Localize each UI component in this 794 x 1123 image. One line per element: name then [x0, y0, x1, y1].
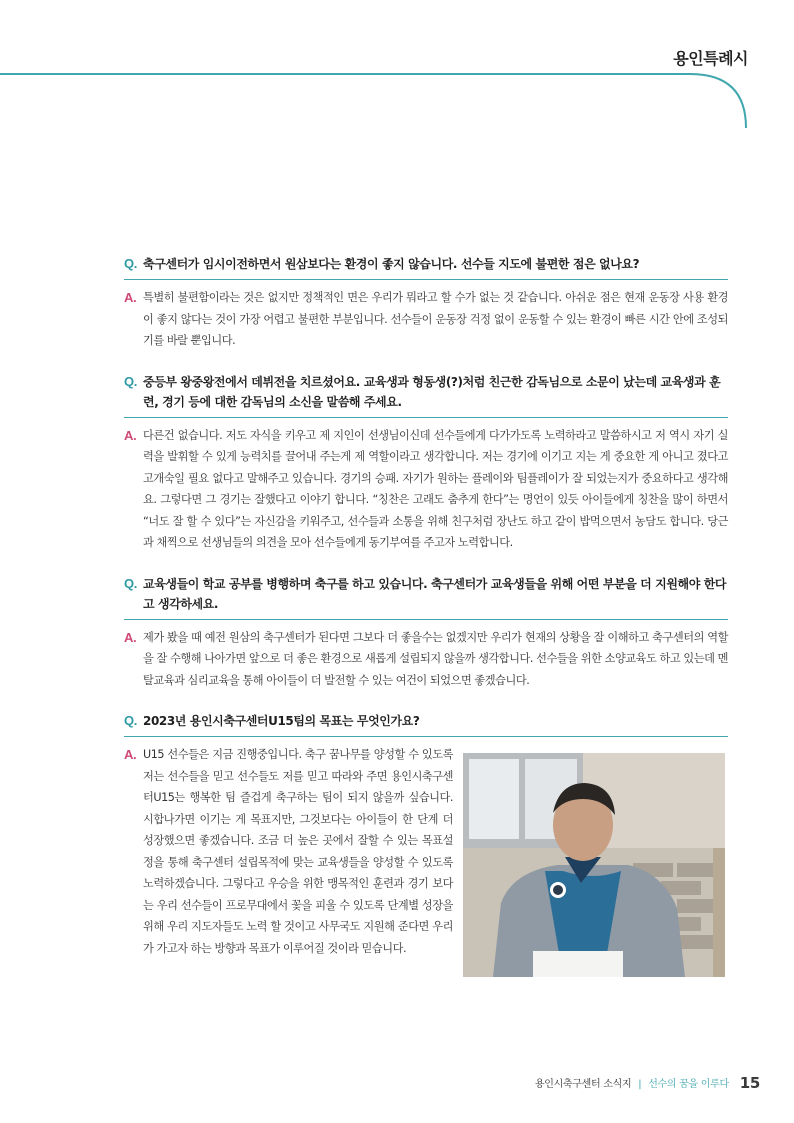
answer: [124, 287, 728, 352]
question: [124, 254, 728, 280]
answer-text: 제가 봤을 때 예전 원삼의 축구센터가 된다면 그보다 더 좋을수는 없겠지만 우리가 현재의 상황을 잘 이해하고 축구센터의 역할을 잘 수행해 나아가면 앞으로 더 좋은 환경으로 새롭게 설립되지 않을까 생각합니다. 선수들을 위한 소양교육도 하고 있는데 멘탈교육과 심리교육을 통해 아이들이 더 발전할 수 있는 여건이 되었으면 좋겠습니다.: [143, 630, 728, 687]
answer-text: 특별히 불편함이라는 것은 없지만 정책적인 면은 우리가 뭐라고 할 수가 없는 것 같습니다. 아쉬운 점은 현재 운동장 사용 환경이 좋지 않다는 것이 가장 어렵고 불편한 부분입니다. 선수들이 운동장 걱정 없이 운동할 수 있는 환경이 빠른 시간 안에 조성되기를 바랄 뿐입니다.: [143, 291, 728, 347]
question-text: 중등부 왕중왕전에서 데뷔전을 치르셨어요. 교육생과 형동생(?)처럼 친근한 감독님으로 소문이 났는데 교육생과 훈련, 경기 등에 대한 감독님의 소신을 말씀해 주세요.: [143, 374, 721, 409]
answer: [124, 425, 728, 554]
question-mark: Q.: [124, 575, 137, 591]
logo: 용인특례시: [673, 49, 748, 68]
answer-mark: A.: [124, 290, 137, 305]
question-mark: Q.: [124, 256, 137, 271]
qa-item-3: [124, 574, 728, 692]
footer-publication: 용인시축구센터 소식지: [534, 1079, 632, 1090]
answer-mark: A.: [124, 427, 137, 443]
footer-section: 선수의 꿈을 이루다: [648, 1079, 729, 1090]
header-curve-line: [0, 0, 794, 140]
page-number: 15: [739, 1074, 760, 1092]
question-mark: Q.: [124, 713, 137, 728]
answer: [124, 627, 728, 692]
qa-item-2: [124, 372, 728, 554]
answer-mark: A.: [124, 747, 137, 762]
answer: [124, 744, 453, 959]
answer-mark: A.: [124, 629, 137, 645]
answer-text: 다른건 없습니다. 저도 자식을 키우고 제 지인이 선생님이신데 선수들에게 다가가도록 노력하라고 말씀하시고 저 역시 자기 실력을 발휘할 수 있게 능력치를 끌어내 주는게 제 역할이라고 생각합니다. 저는 경기에 이기고 지는 게 중요한 게 아니고 졌다고 고개숙일 필요 없다고 말해주고 있습니다. 경기의 승패. 자기가 원하는 플레이와 팀플레이가 잘 되었는지가 중요하다고 생각해요. 그렇다면 그 경기는 잘했다고 이야기 합니다. “칭찬은 고래도 춤추게 한다”는 명언이 있듯 아이들에게 칭찬을 많이 하면서 “너도 잘 할 수 있다”는 자신감을 키워주고, 선수들과 소통을 위해 친구처럼 장난도 하고 같이 밥먹으면서 농담도 합니다. 당근과 채찍으로 선생님들의 의견을 모아 선수들에게 동기부여를 주고자 노력합니다.: [143, 428, 728, 549]
question-mark: Q.: [124, 373, 137, 389]
question-text: 축구센터가 임시이전하면서 원삼보다는 환경이 좋지 않습니다. 선수들 지도에 불편한 점은 없나요?: [143, 257, 640, 271]
footer-separator: |: [638, 1079, 642, 1090]
coach-photo-illustration: [463, 753, 725, 977]
question: [124, 372, 728, 418]
question: [124, 574, 728, 620]
question: [124, 711, 728, 737]
question-text: 2023년 용인시축구센터U15팀의 목표는 무엇인가요?: [143, 714, 420, 728]
qa-item-1: [124, 254, 728, 352]
answer-text: U15 선수들은 지금 진행중입니다. 축구 꿈나무를 양성할 수 있도록 저는 선수들을 믿고 선수들도 저를 믿고 따라와 주면 용인시축구센터U15는 행복한 팀 즐겁게 축구하는 팀이 되지 않을까 싶습니다. 시합나가면 이기는 게 목표지만, 그것보다는 아이들이 한 단계 더 성장했으면 좋겠습니다. 조금 더 높은 곳에서 잘할 수 있는 목표설정을 통해 축구센터 설립목적에 맞는 교육생들을 양성할 수 있도록 노력하겠습니다. 그렇다고 우승을 위한 맹목적인 훈련과 경기 보다는 우리 선수들이 프로무대에서 꽃을 피울 수 있도록 단계별 성장을 위해 우리 지도자들도 노력 할 것이고 사무국도 지원해 준다면 우리가 가고자 하는 방향과 목표가 이루어질 것이라 믿습니다.: [143, 748, 453, 955]
question-text: 교육생들이 학교 공부를 병행하며 축구를 하고 있습니다. 축구센터가 교육생들을 위해 어떤 부분을 더 지원해야 한다고 생각하세요.: [143, 576, 727, 611]
footer: [535, 1074, 760, 1092]
coach-photo: [463, 753, 725, 977]
